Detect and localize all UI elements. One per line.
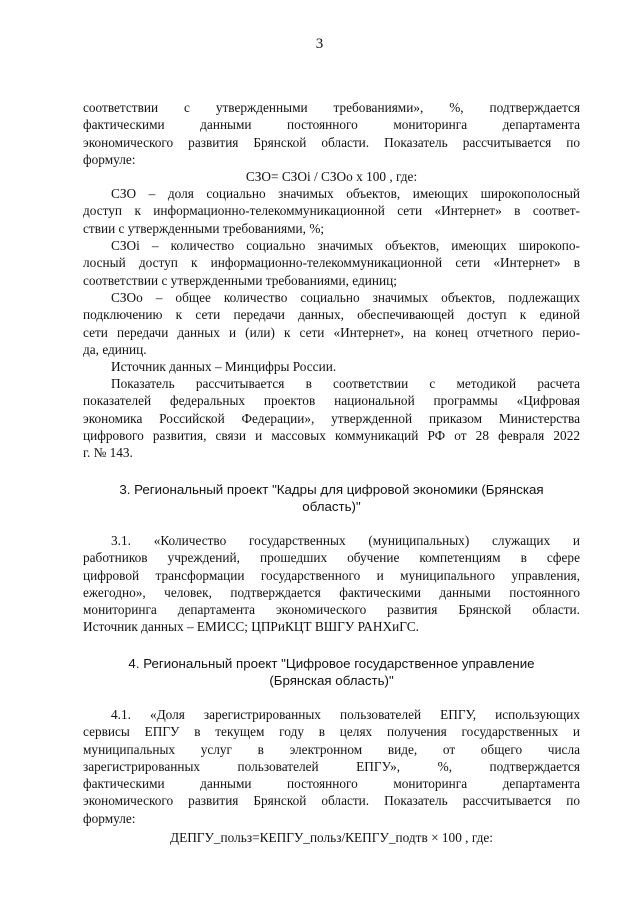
text-line: экономического развития Брянской области. Показатель рассчитывается по <box>83 793 580 809</box>
definition-szoi <box>83 237 580 289</box>
text-line: сети передачи данных и (или) к сети «Интернет», на конец отчетного перио- <box>83 324 580 340</box>
item-3-1 <box>83 532 580 636</box>
text-line: мониторинга департамента экономического развития Брянской области. <box>83 602 580 618</box>
text-line: фактическими данными постоянного мониторинга департамента <box>83 776 580 792</box>
definition-szoo <box>83 289 580 358</box>
text-line: ежегодно», человек, подтверждается фактическими данными постоянного <box>83 584 580 600</box>
text-line: доступ к информационно-телекоммуникационной сети «Интернет» в соответ- <box>83 203 580 219</box>
text-line: г. № 143. <box>83 445 133 461</box>
text-line: муниципальных услуг в электронном виде, от общего числа <box>83 741 580 757</box>
text-line: 4.1. «Доля зарегистрированных пользователей ЕПГУ, использующих <box>111 707 580 722</box>
text-line: цифровой трансформации государственного и муниципального управления, <box>83 567 580 583</box>
text-line: фактическими данными постоянного мониторинга департамента <box>83 117 580 133</box>
data-source-line <box>83 358 580 375</box>
text-line: Источник данных – ЕМИСС; ЦПРиКЦТ ВШГУ РАНХиГС. <box>83 619 419 635</box>
text-line: 3.1. «Количество государственных (муниципальных) служащих и <box>111 533 580 548</box>
definition-szo <box>83 185 580 237</box>
heading-line: 4. Региональный проект "Цифровое государственное управление <box>128 656 535 671</box>
text-line: показателей федеральных проектов национальной программы «Цифровая <box>83 393 580 409</box>
text-line: формуле: <box>83 151 136 167</box>
heading-line: 3. Региональный проект "Кадры для цифровой экономики (Брянская <box>119 482 544 497</box>
text-line: сервисы ЕПГУ в текущем году в целях получения государственных и <box>83 724 580 740</box>
text-line: соответствии с утвержденными требованиями», %, подтверждается <box>83 100 580 115</box>
methodology-paragraph <box>83 375 580 461</box>
text-line: подключению к сети передачи данных, обеспечивающей доступ к единой <box>83 307 580 323</box>
paragraph-intro <box>83 99 580 168</box>
section-heading-4 <box>83 655 580 690</box>
page-number: 3 <box>315 36 324 52</box>
formula-szo: СЗО= СЗОi / СЗОо х 100 , где: <box>245 169 418 184</box>
section-heading-3 <box>83 481 580 516</box>
text-line: СЗО – доля социально значимых объектов, имеющих широкополосный <box>111 186 580 201</box>
text-line: зарегистрированных пользователей ЕПГУ», %, подтверждается <box>83 758 580 774</box>
text-line: Источник данных – Минцифры России. <box>111 359 337 374</box>
text-line: экономического развития Брянской области. Показатель рассчитывается по <box>83 134 580 150</box>
text-line: СЗОi – количество социально значимых объектов, имеющих широкопо- <box>111 238 580 253</box>
text-line: ствии с утвержденными требованиями, %; <box>83 220 325 236</box>
text-line: соответствии с утвержденными требованиями, единиц; <box>83 272 397 288</box>
item-4-1 <box>83 706 580 827</box>
text-line: экономика Российской Федерации», утвержденной приказом Министерства <box>83 410 580 426</box>
heading-line: (Брянская область)" <box>269 673 394 689</box>
heading-line: область)" <box>302 499 361 515</box>
text-line: Показатель рассчитывается в соответствии с методикой расчета <box>111 376 580 391</box>
text-line: да, единиц. <box>83 341 147 357</box>
text-line: лосный доступ к информационно-телекоммуникационной сети «Интернет» в <box>83 255 580 271</box>
text-line: СЗОо – общее количество социально значимых объектов, подлежащих <box>111 290 580 305</box>
text-line: формуле: <box>83 810 136 826</box>
formula-depgu: ДЕПГУ_польз=КЕПГУ_польз/КЕПГУ_подтв × 100 , где: <box>170 830 493 845</box>
text-line: работников учреждений, прошедших обучение компетенциям в сфере <box>83 550 580 566</box>
text-line: цифрового развития, связи и массовых коммуникаций РФ от 28 февраля 2022 <box>83 427 580 443</box>
